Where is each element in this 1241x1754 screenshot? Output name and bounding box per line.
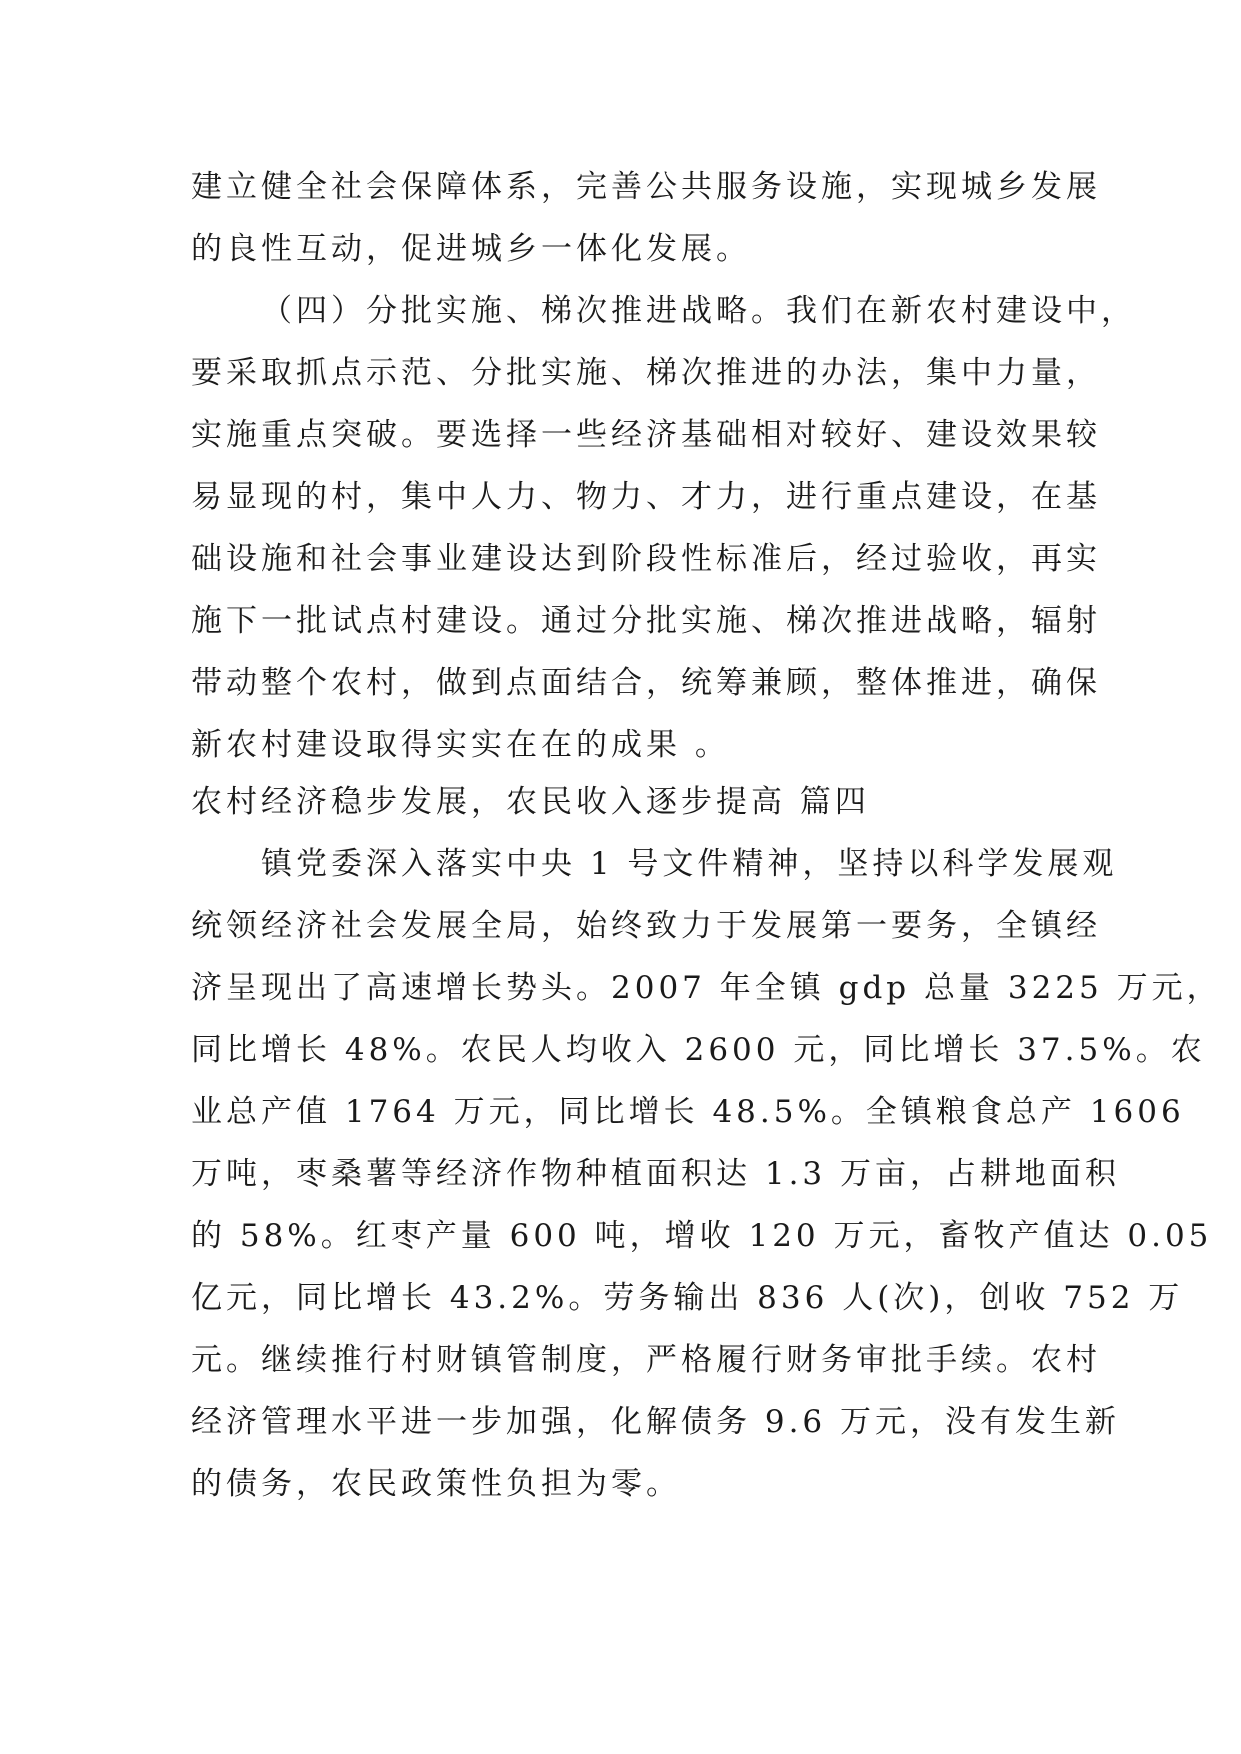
heading-text: 农村经济稳步发展，农民收入逐步提高 篇四 — [191, 784, 870, 820]
continuation-paragraph — [191, 156, 1101, 280]
text-line: 新农村建设取得实实在在的成果 。 — [191, 727, 730, 763]
section-heading — [191, 771, 1061, 833]
text-line: 带动整个农村，做到点面结合，统筹兼顾，整体推进，确保 — [191, 665, 1101, 701]
text-line: 的债务，农民政策性负担为零。 — [191, 1466, 681, 1502]
text-line: 的 58%。红枣产量 600 吨，增收 120 万元，畜牧产值达 0.05 — [191, 1218, 1213, 1254]
text-line: 业总产值 1764 万元，同比增长 48.5%。全镇粮食总产 1606 — [191, 1094, 1185, 1130]
text-line: 济呈现出了高速增长势头。2007 年全镇 gdp 总量 3225 万元， — [191, 970, 1222, 1006]
text-line: 施下一批试点村建设。通过分批实施、梯次推进战略，辐射 — [191, 603, 1101, 639]
text-line: 元。继续推行村财镇管制度，严格履行财务审批手续。农村 — [191, 1342, 1101, 1378]
text-line: 经济管理水平进一步加强，化解债务 9.6 万元，没有发生新 — [191, 1404, 1121, 1440]
text-line: 础设施和社会事业建设达到阶段性标准后，经过验收，再实 — [191, 541, 1101, 577]
text-line: 同比增长 48%。农民人均收入 2600 元，同比增长 37.5%。农 — [191, 1032, 1206, 1068]
text-line: 易显现的村，集中人力、物力、才力，进行重点建设，在基 — [191, 479, 1101, 515]
text-line: 统领经济社会发展全局，始终致力于发展第一要务，全镇经 — [191, 908, 1101, 944]
text-line: 镇党委深入落实中央 1 号文件精神，坚持以科学发展观 — [261, 846, 1118, 882]
section-four-paragraph — [191, 280, 1136, 776]
text-line: 万吨，枣桑薯等经济作物种植面积达 1.3 万亩，占耕地面积 — [191, 1156, 1121, 1192]
text-line: 建立健全社会保障体系，完善公共服务设施，实现城乡发展 — [191, 169, 1101, 205]
text-line: 实施重点突破。要选择一些经济基础相对较好、建设效果较 — [191, 417, 1101, 453]
body-paragraph — [191, 833, 1222, 1515]
text-line: 的良性互动，促进城乡一体化发展。 — [191, 231, 751, 267]
text-line: 亿元，同比增长 43.2%。劳务输出 836 人(次)，创收 752 万 — [191, 1280, 1184, 1316]
text-line: 要采取抓点示范、分批实施、梯次推进的办法，集中力量， — [191, 355, 1101, 391]
text-line: （四）分批实施、梯次推进战略。我们在新农村建设中， — [261, 293, 1136, 329]
